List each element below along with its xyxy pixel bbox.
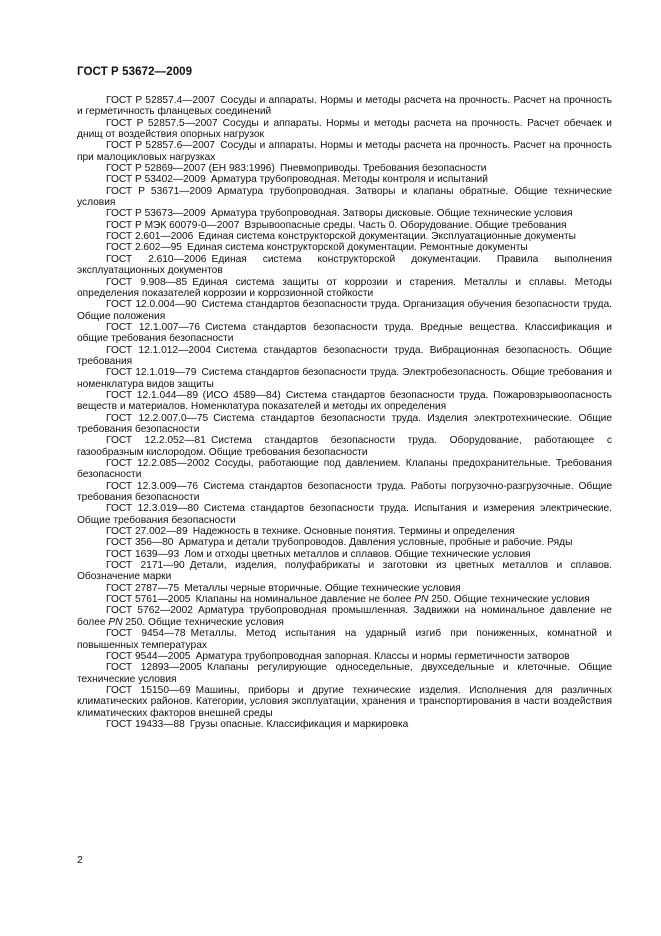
reference-title: Лом и отходы цветных металлов и сплавов. Общие технические условия (184, 548, 531, 560)
reference-code: ГОСТ 27.002—89 (106, 526, 188, 538)
reference-code: ГОСТ 12.3.009—76 (106, 480, 199, 492)
reference-title: Система стандартов безопасности труда. Пожаровзрывоопасность веществ и материалов. Номенклатура показателей и методы их определения (77, 389, 612, 413)
reference-item (77, 594, 612, 605)
reference-item (77, 390, 612, 413)
reference-item (77, 605, 612, 628)
reference-code: ГОСТ Р МЭК 60079-0—2007 (106, 219, 240, 231)
reference-title: Система стандартов безопасности труда. Испытания и измерения электрические. Общие требования безопасности (77, 503, 612, 526)
reference-code: ГОСТ 1639—93 (106, 548, 180, 560)
reference-title: Металлы. Метод испытания на ударный изгиб при пониженных, комнатной и повышенных температурах (77, 628, 613, 651)
reference-title: Единая система конструкторской документации. Правила выполнения эксплуатационных документов (77, 253, 612, 277)
reference-code: ГОСТ 9.908—85 (106, 276, 188, 288)
reference-title: Взрывоопасные среды. Часть 0. Оборудование. Общие требования (244, 219, 567, 231)
reference-title: Единая система защиты от коррозии и старения. Металлы и сплавы. Методы определения показателей коррозии и коррозионной стойкости (77, 276, 612, 299)
reference-item (77, 220, 612, 231)
reference-title: Детали, изделия, полуфабрикаты и заготовки из цветных металлов и сплавов. Обозначение марки (77, 560, 612, 583)
reference-code: ГОСТ 12.0.004—90 (106, 299, 197, 311)
reference-title: Система стандартов безопасности труда. Изделия электротехнические. Общие требования безопасности (77, 412, 612, 435)
page-number: 2 (77, 854, 83, 866)
reference-item (77, 95, 612, 118)
reference-code: ГОСТ 5761—2005 (106, 594, 191, 606)
reference-title: Клапаны регулирующие односедельные, двухседельные и клеточные. Общие технические условия (77, 662, 612, 685)
reference-code: ГОСТ 12.1.012—2004 (106, 344, 211, 356)
reference-item (77, 628, 612, 651)
reference-code: ГОСТ 9454—78 (106, 628, 186, 640)
reference-item (77, 560, 612, 583)
reference-title: Надежность в технике. Основные понятия. Термины и определения (192, 526, 515, 538)
reference-list (77, 95, 612, 730)
reference-item (77, 242, 612, 253)
reference-code: ГОСТ 19433—88 (106, 718, 185, 730)
reference-code: ГОСТ 12.2.085—2002 (106, 458, 210, 469)
reference-item (77, 719, 612, 730)
reference-code: ГОСТ Р 52857.4—2007 (106, 95, 216, 106)
reference-title: Арматура трубопроводная. Затворы и клапаны обратные. Общие технические условия (77, 185, 613, 209)
reference-title: Единая система конструкторской документации. Эксплуатационные документы (198, 231, 576, 243)
reference-item (77, 118, 612, 141)
reference-title: Арматура трубопроводная. Затворы дисковые. Общие технические условия (210, 208, 573, 220)
reference-title: Сосуды и аппараты. Нормы и методы расчета на прочность. Расчет обечаек и днищ от воздействия опорных нагрузок (77, 117, 612, 141)
reference-title: Арматура трубопроводная. Методы контроля и испытаний (210, 174, 488, 186)
reference-item (77, 458, 612, 481)
reference-title: Металлы черные вторичные. Общие технические условия (184, 582, 461, 594)
reference-item (77, 208, 612, 219)
reference-code: ГОСТ 12.3.019—80 (106, 503, 199, 515)
reference-title: Сосуды, работающие под давлением. Клапаны предохранительные. Требования безопасности (77, 458, 612, 481)
reference-code: ГОСТ Р 53673—2009 (106, 208, 206, 220)
reference-code: ГОСТ Р 52857.6—2007 (106, 140, 216, 152)
reference-item (77, 651, 612, 662)
reference-item (77, 254, 612, 277)
reference-item (77, 322, 612, 345)
reference-title: Система стандартов безопасности труда. Организация обучения безопасности труда. Общие положения (77, 299, 612, 322)
reference-title: Пневмоприводы. Требования безопасности (279, 163, 487, 175)
reference-item (77, 662, 612, 685)
reference-item (77, 413, 612, 436)
reference-code: ГОСТ 15150—69 (106, 684, 191, 696)
reference-item (77, 481, 612, 504)
reference-title: Система стандартов безопасности труда. Вибрационная безопасность. Общие требования (77, 344, 612, 367)
reference-code: ГОСТ 12.2.007.0—75 (106, 412, 209, 424)
reference-code: ГОСТ 2171—90 (106, 560, 185, 572)
reference-code: ГОСТ Р 52857.5—2007 (106, 117, 218, 129)
reference-item (77, 163, 612, 174)
reference-code: ГОСТ 12.2.052—81 (106, 435, 206, 447)
reference-title: Система стандартов безопасности труда. Оборудование, работающее с газообразным кислородом. Общие требования безопасности (77, 435, 612, 458)
reference-code: ГОСТ 9544—2005 (106, 650, 191, 662)
reference-code: ГОСТ 12.1.019—79 (106, 367, 197, 379)
reference-item (77, 685, 612, 719)
reference-code: ГОСТ Р 53671—2009 (106, 185, 213, 197)
reference-item (77, 526, 612, 537)
reference-item (77, 174, 612, 185)
reference-code: ГОСТ 12.1.007—76 (106, 321, 200, 333)
reference-item (77, 537, 612, 548)
reference-code: ГОСТ 12893—2005 (106, 662, 202, 674)
reference-code: ГОСТ 2.610—2006 (106, 253, 207, 265)
reference-title: Система стандартов безопасности труда. Работы погрузочно-разгрузочные. Общие требования безопасности (77, 480, 612, 504)
reference-item (77, 435, 612, 458)
reference-code: ГОСТ Р 53402—2009 (106, 174, 206, 186)
page-header: ГОСТ Р 53672—2009 (77, 66, 193, 78)
reference-code: ГОСТ 2.602—95 (106, 242, 182, 254)
reference-title: Грузы опасные. Классификация и маркировка (189, 718, 409, 730)
reference-title: Единая система конструкторской документации. Ремонтные документы (187, 242, 528, 254)
reference-item (77, 503, 612, 526)
reference-item (77, 277, 612, 300)
reference-code: ГОСТ 12.1.044—89 (ИСО 4589—84) (106, 389, 281, 401)
reference-title: Сосуды и аппараты. Нормы и методы расчета на прочность. Расчет на прочность и герметичность фланцевых соединений (77, 95, 612, 118)
reference-title: Система стандартов безопасности труда. Электробезопасность. Общие требования и номенклатура видов защиты (77, 367, 612, 390)
reference-title: Арматура трубопроводная промышленная. Задвижки на номинальное давление не более PN 250. Общие технические условия (77, 605, 612, 628)
reference-code: ГОСТ 356—80 (106, 537, 174, 549)
reference-item (77, 345, 612, 368)
reference-item (77, 231, 612, 242)
reference-title: Система стандартов безопасности труда. Вредные вещества. Классификация и общие требования безопасности (77, 321, 612, 345)
reference-item (77, 549, 612, 560)
reference-code: ГОСТ Р 52869—2007 (ЕН 983:1996) (106, 163, 275, 175)
reference-code: ГОСТ 2.601—2006 (106, 231, 194, 243)
reference-title: Клапаны на номинальное давление не более PN 250. Общие технические условия (195, 594, 590, 606)
reference-title: Арматура трубопроводная запорная. Классы и нормы герметичности затворов (195, 650, 570, 662)
reference-item (77, 140, 612, 163)
reference-item (77, 299, 612, 322)
reference-item (77, 367, 612, 390)
reference-item (77, 583, 612, 594)
reference-code: ГОСТ 5762—2002 (106, 605, 193, 617)
reference-title: Машины, приборы и другие технические изделия. Исполнения для различных климатических районов. Категории, условия эксплуатации, хранения и транспортирования в части воздействия климатических факторов внешней среды (77, 684, 612, 719)
reference-title: Сосуды и аппараты. Нормы и методы расчета на прочность. Расчет на прочность при малоцикловых нагрузках (77, 140, 612, 163)
reference-code: ГОСТ 2787—75 (106, 582, 180, 594)
reference-item (77, 186, 612, 209)
reference-title: Арматура и детали трубопроводов. Давления условные, пробные и рабочие. Ряды (178, 537, 573, 549)
